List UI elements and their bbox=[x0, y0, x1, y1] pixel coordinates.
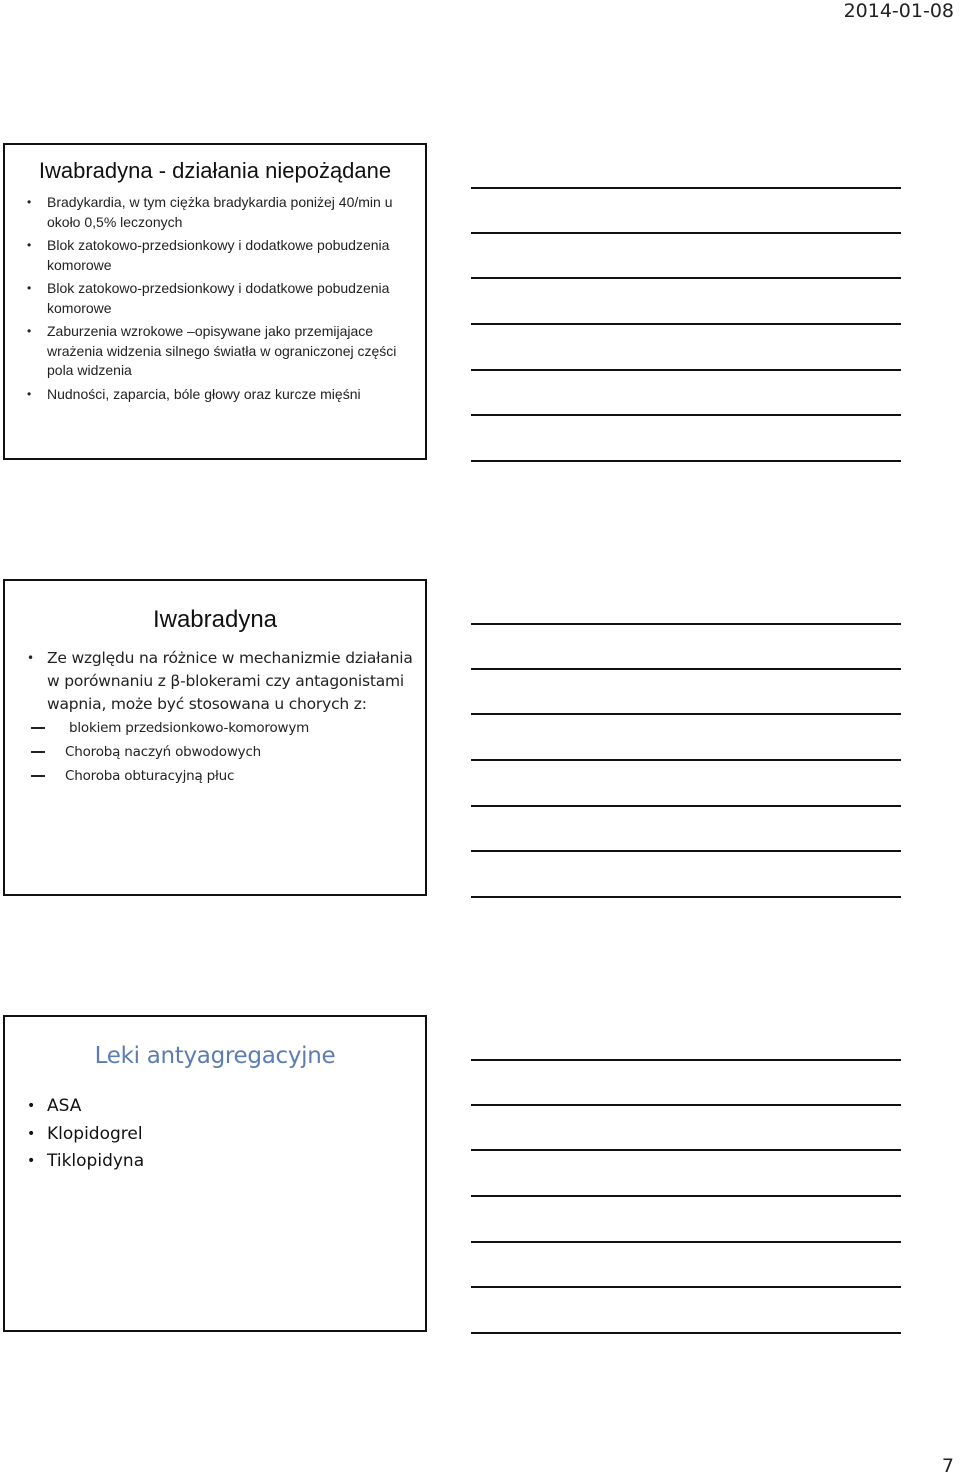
slide-2 bbox=[3, 579, 427, 896]
sub-list-item: Chorobą naczyń obwodowych bbox=[65, 744, 262, 760]
notes-line bbox=[471, 1241, 901, 1243]
notes-line bbox=[471, 805, 901, 807]
notes-line bbox=[471, 277, 901, 279]
slide-1 bbox=[3, 143, 427, 460]
bullet-icon: • bbox=[27, 324, 32, 338]
sub-list-item: Choroba obturacyjną płuc bbox=[65, 768, 235, 784]
notes-line bbox=[471, 1104, 901, 1106]
notes-line bbox=[471, 850, 901, 852]
notes-line bbox=[471, 759, 901, 761]
list-item: • Klopidogrel bbox=[27, 1121, 425, 1149]
notes-line bbox=[471, 1059, 901, 1061]
notes-line bbox=[471, 323, 901, 325]
notes-line bbox=[471, 1195, 901, 1197]
notes-line bbox=[471, 668, 901, 670]
bullet-icon: • bbox=[27, 195, 32, 209]
notes-line bbox=[471, 187, 901, 189]
bullet-list bbox=[5, 1093, 425, 1176]
page-date: 2014-01-08 bbox=[843, 0, 954, 22]
bullet-list bbox=[5, 647, 425, 788]
notes-line bbox=[471, 1286, 901, 1288]
page-number: 7 bbox=[941, 1455, 954, 1477]
notes-line bbox=[471, 623, 901, 625]
list-item: • Tiklopidyna bbox=[27, 1148, 425, 1176]
list-item: • ASA bbox=[27, 1093, 425, 1121]
notes-line bbox=[471, 232, 901, 234]
bullet-icon: • bbox=[27, 651, 34, 665]
notes-line bbox=[471, 460, 901, 462]
notes-line bbox=[471, 713, 901, 715]
slide-3 bbox=[3, 1015, 427, 1332]
bullet-icon: • bbox=[27, 1153, 36, 1169]
bullet-icon: • bbox=[27, 281, 32, 295]
list-item: • Blok zatokowo-przedsionkowy i dodatkowe pobudzenia komorowe bbox=[27, 237, 390, 273]
slide-title: Leki antyagregacyjne bbox=[94, 1043, 336, 1069]
sub-list-item: blokiem przedsionkowo-komorowym bbox=[69, 720, 310, 736]
bullet-icon: • bbox=[27, 238, 32, 252]
list-item: • Ze względu na różnice w mechanizmie działania w porównaniu z β-blokerami czy antagonistami wapnia, może być stosowana u chorych z: bbox=[27, 649, 413, 713]
notes-line bbox=[471, 1149, 901, 1151]
notes-line bbox=[471, 896, 901, 898]
list-item: • Bradykardia, w tym ciężka bradykardia poniżej 40/min u około 0,5% leczonych bbox=[27, 194, 393, 230]
list-item: • Nudności, zaparcia, bóle głowy oraz kurcze mięśni bbox=[27, 385, 409, 405]
bullet-icon: • bbox=[27, 1125, 36, 1142]
slide-title: Iwabradyna bbox=[152, 606, 278, 633]
notes-line bbox=[471, 414, 901, 416]
bullet-list bbox=[5, 193, 425, 404]
bullet-icon: • bbox=[27, 386, 32, 401]
list-item: • Blok zatokowo-przedsionkowy i dodatkowe pobudzenia komorowe bbox=[27, 280, 390, 316]
slide-title: Iwabradyna - działania niepożądane bbox=[38, 158, 392, 183]
list-item: • Zaburzenia wzrokowe –opisywane jako przemijajace wrażenia widzenia silnego światła w ograniczonej części pola widzenia bbox=[27, 323, 397, 378]
notes-line bbox=[471, 1332, 901, 1334]
notes-line bbox=[471, 369, 901, 371]
bullet-icon: • bbox=[27, 1098, 36, 1114]
